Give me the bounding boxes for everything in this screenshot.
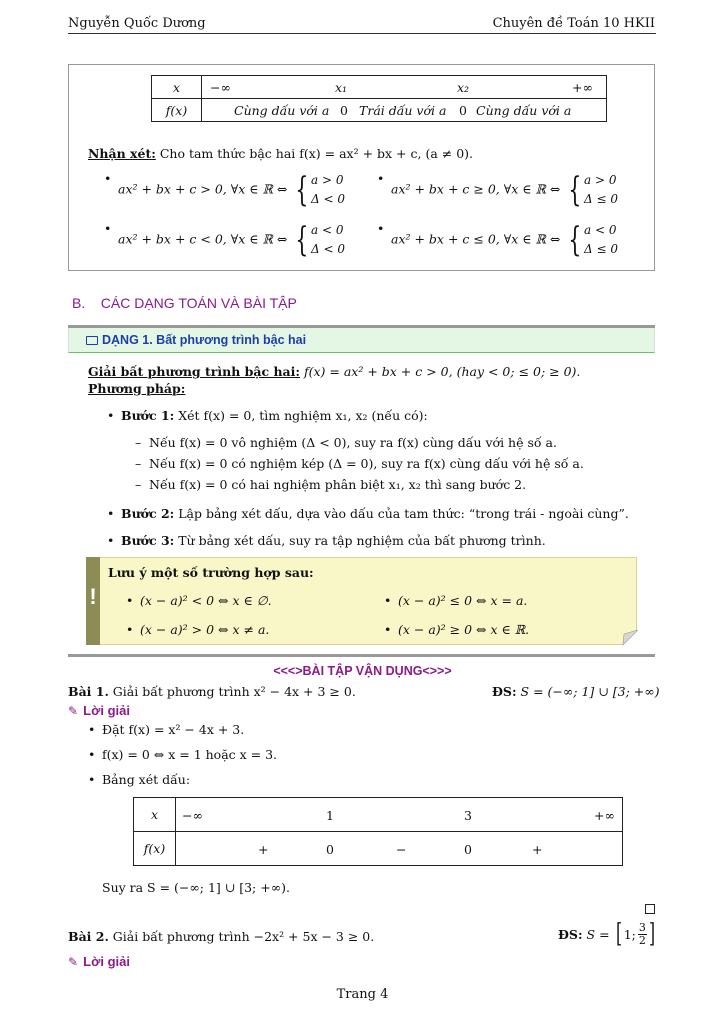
warning-icon: ! (89, 584, 97, 609)
page-number: Trang 4 (336, 987, 389, 1002)
table-row: f(x) Cùng dấu với a 0 Trái dấu với a 0 Cùng dấu với a (152, 99, 607, 122)
sign-table-general (151, 75, 607, 122)
note-item-4: (x − a)² ≥ 0 ⇔ x ∈ ℝ. (398, 622, 530, 637)
remark-item-4: ax² + bx + c ≤ 0, ∀x ∈ ℝ ⇔ { a < 0 Δ ≤ 0 (391, 220, 618, 260)
sign-table-exercise-1 (133, 797, 623, 866)
step-2: Bước 2: Lập bảng xét dấu, dựa vào dấu của tam thức: “trong trái - ngoài cùng”. (121, 506, 629, 521)
exercise-1-answer: ĐS: S = (−∞; 1] ∪ [3; +∞) (492, 684, 660, 699)
exercise-2-solution-label: ✎ Lời giải (68, 954, 130, 969)
header-topic: Chuyên đề Toán 10 HKII (492, 16, 655, 31)
step-1-case-1: – Nếu f(x) = 0 vô nghiệm (Δ < 0), suy ra f(x) cùng dấu với hệ số a. (135, 435, 557, 450)
step-3: Bước 3: Từ bảng xét dấu, suy ra tập nghiệm của bất phương trình. (121, 533, 546, 548)
page-curl-icon (620, 630, 638, 646)
step-1-case-3: – Nếu f(x) = 0 có hai nghiệm phân biệt x₁, x₂ thì sang bước 2. (135, 477, 527, 492)
header-author: Nguyễn Quốc Dương (68, 16, 206, 31)
header-rule (68, 33, 656, 34)
definition-line: Giải bất phương trình bậc hai: f(x) = ax² + bx + c > 0, (hay < 0; ≤ 0; ≥ 0). (88, 364, 581, 379)
section-heading: B. CÁC DẠNG TOÁN VÀ BÀI TẬP (72, 295, 297, 311)
table-row: f(x) + 0 − 0 + (134, 832, 623, 866)
note-item-2: (x − a)² ≤ 0 ⇔ x = a. (398, 593, 528, 608)
exercise-2-statement: Bài 2. Giải bất phương trình −2x² + 5x − 3 ≥ 0. (68, 929, 375, 944)
table-row: x −∞ 1 3 +∞ (134, 798, 623, 832)
solution-step-1: Đặt f(x) = x² − 4x + 3. (102, 722, 245, 737)
remark-item-1: ax² + bx + c > 0, ∀x ∈ ℝ ⇔ { a > 0 Δ < 0 (118, 170, 345, 210)
note-item-1: (x − a)² < 0 ⇔ x ∈ ∅. (140, 593, 272, 608)
solution-step-3: Bảng xét dấu: (102, 772, 191, 787)
method-title: DẠNG 1. Bất phương trình bậc hai (86, 333, 306, 347)
exercise-1-conclusion: Suy ra S = (−∞; 1] ∪ [3; +∞). (102, 880, 290, 895)
remark-item-2: ax² + bx + c ≥ 0, ∀x ∈ ℝ ⇔ { a > 0 Δ ≤ 0 (391, 170, 618, 210)
exercise-1-statement: Bài 1. Giải bất phương trình x² − 4x + 3 ≥ 0. (68, 684, 356, 699)
note-item-3: (x − a)² > 0 ⇔ x ≠ a. (140, 622, 270, 637)
remark-line: Nhận xét: Cho tam thức bậc hai f(x) = ax² + bx + c, (a ≠ 0). (88, 146, 474, 161)
step-1: Bước 1: Xét f(x) = 0, tìm nghiệm x₁, x₂ (nếu có): (121, 408, 428, 423)
exercises-heading: <<<>BÀI TẬP VẬN DỤNG<>>> (273, 664, 452, 678)
table-row: x −∞ x₁ x₂ +∞ (152, 76, 607, 99)
remark-item-3: ax² + bx + c < 0, ∀x ∈ ℝ ⇔ { a < 0 Δ < 0 (118, 220, 345, 260)
exercise-1-solution-label: ✎ Lời giải (68, 703, 130, 718)
folder-icon (86, 336, 98, 345)
edit-icon: ✎ (68, 704, 79, 718)
method-label: Phương pháp: (88, 381, 186, 396)
exercise-2-answer: ĐS: S = [ 1; 3 2 ] (558, 919, 655, 949)
solution-step-2: f(x) = 0 ⇔ x = 1 hoặc x = 3. (102, 747, 278, 762)
step-1-case-2: – Nếu f(x) = 0 có nghiệm kép (Δ = 0), suy ra f(x) cùng dấu với hệ số a. (135, 456, 584, 471)
edit-icon: ✎ (68, 955, 79, 969)
note-title: Lưu ý một số trường hợp sau: (108, 565, 314, 580)
qed-square-icon (645, 904, 655, 914)
